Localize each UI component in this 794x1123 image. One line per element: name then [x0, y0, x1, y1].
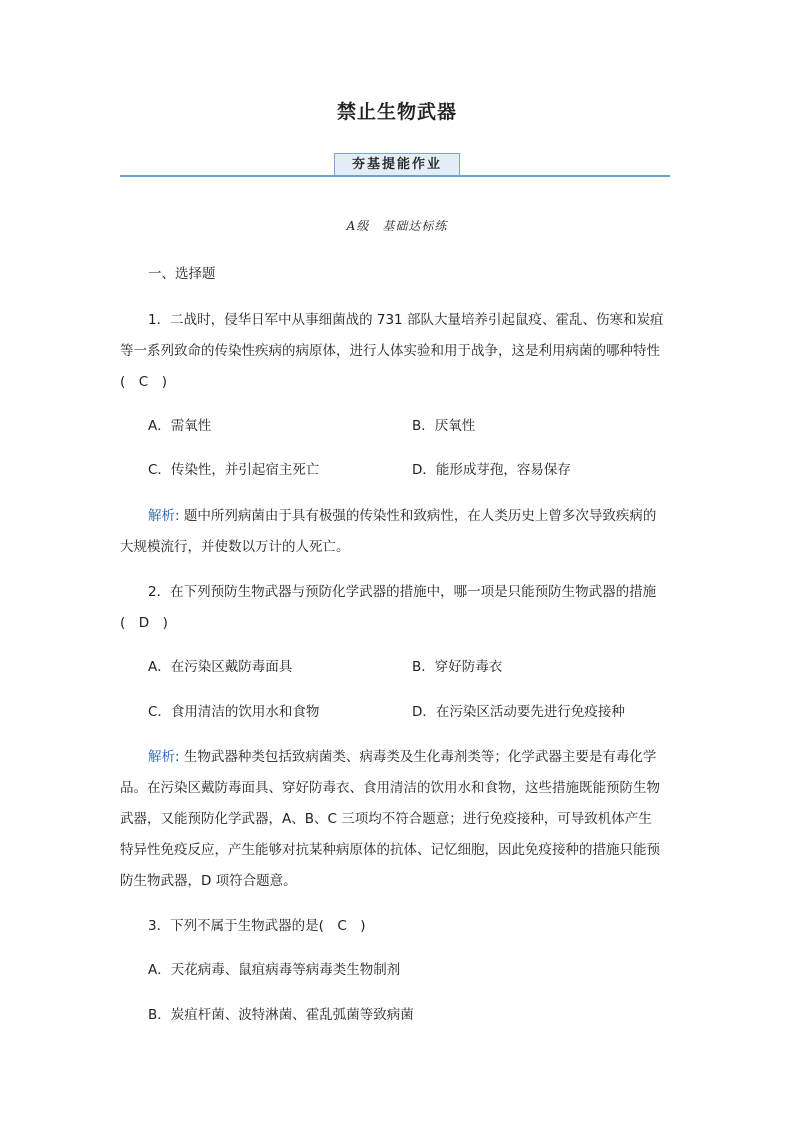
- section-banner: 夯基提能作业: [334, 153, 460, 175]
- q2-option-c: C．食用清洁的饮用水和食物: [148, 704, 320, 720]
- q2-analysis-text: 生物武器种类包括致病菌类、病毒类及生化毒剂类等；化学武器主要是有毒化学: [179, 749, 657, 765]
- q1-answer: ( C ): [120, 374, 167, 390]
- q1-stem-line-1: 1．二战时，侵华日军中从事细菌战的 731 部队大量培养引起鼠疫、霍乱、伤寒和炭疽: [148, 312, 664, 328]
- q2-option-b: B．穿好防毒衣: [412, 659, 503, 675]
- q2-analysis-line-3: 武器，又能预防化学武器，A、B、C 三项均不符合题意；进行免疫接种，可导致机体产生: [120, 811, 652, 827]
- q1-option-d: D．能形成芽孢，容易保存: [412, 462, 571, 478]
- q1-analysis-text: 题中所列病菌由于具有极强的传染性和致病性，在人类历史上曾多次导致疾病的: [179, 508, 657, 524]
- q2-analysis-line-4: 特异性免疫反应，产生能够对抗某种病原体的抗体、记忆细胞，因此免疫接种的措施只能预: [120, 842, 660, 858]
- q2-analysis-label: 解析:: [148, 749, 180, 765]
- q3-option-a: A．天花病毒、鼠疽病毒等病毒类生物制剂: [148, 962, 401, 978]
- q1-analysis-line-1: [148, 504, 656, 524]
- q2-analysis-line-1: [148, 745, 656, 765]
- section-heading: 一、选择题: [148, 266, 216, 282]
- q2-option-d: D．在污染区活动要先进行免疫接种: [412, 704, 625, 720]
- q3-option-b: B．炭疽杆菌、波特淋菌、霍乱弧菌等致病菌: [148, 1007, 414, 1023]
- q2-stem-line-1: 2．在下列预防生物武器与预防化学武器的措施中，哪一项是只能预防生物武器的措施: [148, 584, 657, 600]
- q2-analysis-line-2: 品。在污染区戴防毒面具、穿好防毒衣、食用清洁的饮用水和食物，这些措施既能预防生物: [120, 780, 660, 796]
- banner-rule: [120, 175, 670, 177]
- q2-option-a: A．在污染区戴防毒面具: [148, 659, 293, 675]
- q3-stem: 3．下列不属于生物武器的是( C ): [148, 918, 366, 934]
- q2-answer: ( D ): [120, 615, 168, 631]
- page-title: 禁止生物武器: [336, 101, 457, 123]
- q1-option-c: C．传染性，并引起宿主死亡: [148, 462, 320, 478]
- q1-option-a: A．需氧性: [148, 418, 212, 434]
- level-heading: A级 基础达标练: [346, 219, 448, 233]
- q1-analysis-line-2: 大规模流行，并使数以万计的人死亡。: [120, 539, 350, 555]
- q1-analysis-label: 解析:: [148, 508, 180, 524]
- q1-option-b: B．厌氧性: [412, 418, 476, 434]
- q2-analysis-line-5: 防生物武器，D 项符合题意。: [120, 873, 297, 889]
- q1-stem-line-2: 等一系列致命的传染性疾病的病原体，进行人体实验和用于战争，这是利用病菌的哪种特性: [120, 343, 660, 359]
